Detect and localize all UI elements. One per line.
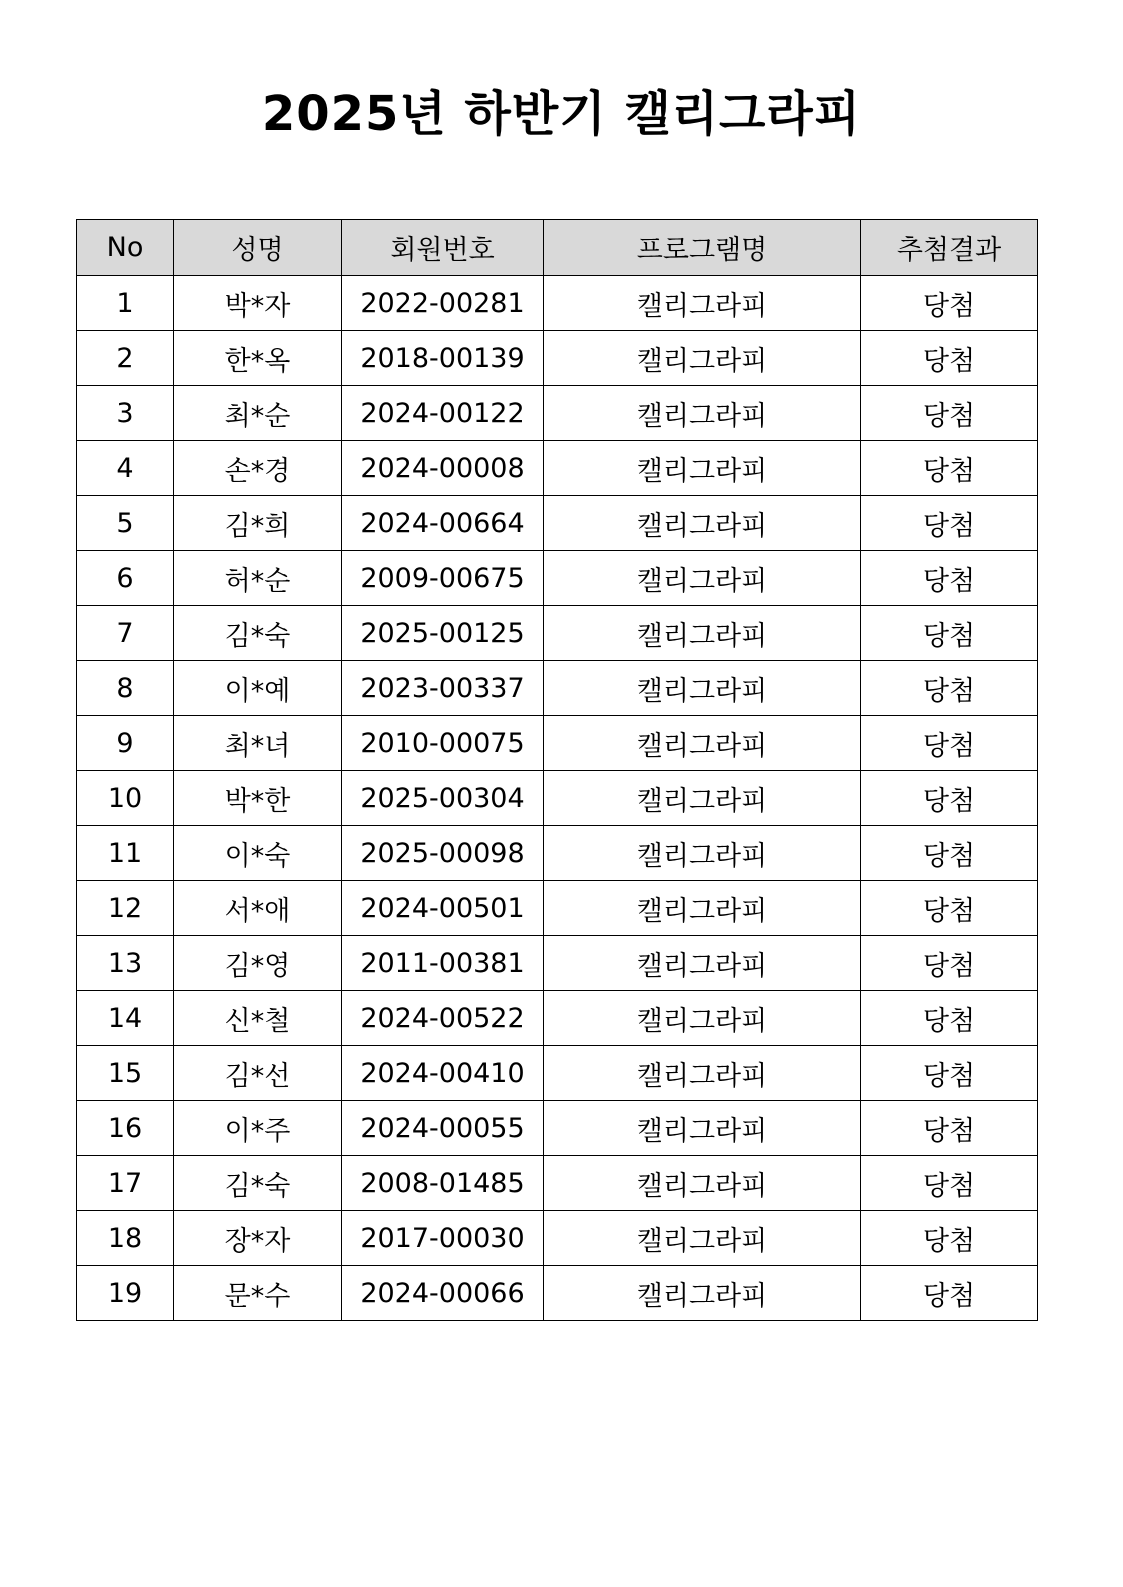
cell-result: 당첨: [861, 1211, 1038, 1266]
cell-result: 당첨: [861, 716, 1038, 771]
cell-member-id: 2024-00522: [342, 991, 544, 1046]
cell-name: 김*영: [174, 936, 342, 991]
cell-no: 11: [77, 826, 174, 881]
cell-result: 당첨: [861, 771, 1038, 826]
cell-member-id: 2025-00098: [342, 826, 544, 881]
cell-member-id: 2008-01485: [342, 1156, 544, 1211]
cell-result: 당첨: [861, 881, 1038, 936]
cell-program: 캘리그라피: [544, 716, 861, 771]
page-title: 2025년 하반기 캘리그라피: [261, 86, 862, 142]
cell-program: 캘리그라피: [544, 496, 861, 551]
cell-name: 장*자: [174, 1211, 342, 1266]
cell-program: 캘리그라피: [544, 1156, 861, 1211]
cell-member-id: 2011-00381: [342, 936, 544, 991]
table-row: [77, 881, 1038, 936]
cell-member-id: 2025-00304: [342, 771, 544, 826]
results-table: [76, 219, 1038, 1321]
cell-program: 캘리그라피: [544, 1211, 861, 1266]
cell-result: 당첨: [861, 606, 1038, 661]
cell-no: 3: [77, 386, 174, 441]
table-row: [77, 1101, 1038, 1156]
cell-result: 당첨: [861, 936, 1038, 991]
cell-member-id: 2024-00066: [342, 1266, 544, 1321]
cell-no: 8: [77, 661, 174, 716]
header-no: No: [77, 220, 174, 276]
cell-program: 캘리그라피: [544, 551, 861, 606]
cell-member-id: 2018-00139: [342, 331, 544, 386]
cell-no: 19: [77, 1266, 174, 1321]
cell-no: 5: [77, 496, 174, 551]
cell-name: 서*애: [174, 881, 342, 936]
cell-no: 2: [77, 331, 174, 386]
cell-name: 최*순: [174, 386, 342, 441]
cell-name: 김*숙: [174, 606, 342, 661]
cell-no: 17: [77, 1156, 174, 1211]
table-row: [77, 1211, 1038, 1266]
cell-name: 문*수: [174, 1266, 342, 1321]
cell-name: 이*주: [174, 1101, 342, 1156]
cell-member-id: 2024-00501: [342, 881, 544, 936]
cell-member-id: 2017-00030: [342, 1211, 544, 1266]
table-row: [77, 936, 1038, 991]
cell-member-id: 2023-00337: [342, 661, 544, 716]
header-result: 추첨결과: [861, 220, 1038, 276]
table-row: [77, 496, 1038, 551]
cell-name: 박*자: [174, 276, 342, 331]
cell-name: 손*경: [174, 441, 342, 496]
cell-result: 당첨: [861, 331, 1038, 386]
cell-program: 캘리그라피: [544, 331, 861, 386]
table-row: [77, 1156, 1038, 1211]
cell-result: 당첨: [861, 1156, 1038, 1211]
cell-no: 10: [77, 771, 174, 826]
cell-result: 당첨: [861, 1266, 1038, 1321]
table-row: [77, 441, 1038, 496]
table-row: [77, 771, 1038, 826]
table-row: [77, 1266, 1038, 1321]
header-name: 성명: [174, 220, 342, 276]
cell-no: 18: [77, 1211, 174, 1266]
cell-no: 7: [77, 606, 174, 661]
cell-no: 4: [77, 441, 174, 496]
cell-program: 캘리그라피: [544, 386, 861, 441]
table-row: [77, 386, 1038, 441]
table-row: [77, 716, 1038, 771]
cell-no: 13: [77, 936, 174, 991]
cell-program: 캘리그라피: [544, 991, 861, 1046]
cell-member-id: 2010-00075: [342, 716, 544, 771]
cell-name: 김*숙: [174, 1156, 342, 1211]
table-row: [77, 826, 1038, 881]
cell-no: 16: [77, 1101, 174, 1156]
cell-member-id: 2025-00125: [342, 606, 544, 661]
cell-program: 캘리그라피: [544, 771, 861, 826]
cell-program: 캘리그라피: [544, 826, 861, 881]
cell-name: 허*순: [174, 551, 342, 606]
header-row: [77, 220, 1038, 276]
cell-name: 이*숙: [174, 826, 342, 881]
cell-result: 당첨: [861, 386, 1038, 441]
header-program: 프로그램명: [544, 220, 861, 276]
cell-member-id: 2024-00055: [342, 1101, 544, 1156]
cell-name: 김*희: [174, 496, 342, 551]
cell-no: 1: [77, 276, 174, 331]
table-row: [77, 1046, 1038, 1101]
table-row: [77, 991, 1038, 1046]
cell-name: 신*철: [174, 991, 342, 1046]
cell-result: 당첨: [861, 661, 1038, 716]
table-row: [77, 661, 1038, 716]
cell-program: 캘리그라피: [544, 276, 861, 331]
table-header: [77, 220, 1038, 276]
cell-name: 박*한: [174, 771, 342, 826]
cell-member-id: 2024-00410: [342, 1046, 544, 1101]
cell-result: 당첨: [861, 551, 1038, 606]
cell-result: 당첨: [861, 496, 1038, 551]
cell-name: 김*선: [174, 1046, 342, 1101]
cell-program: 캘리그라피: [544, 881, 861, 936]
cell-no: 9: [77, 716, 174, 771]
cell-result: 당첨: [861, 826, 1038, 881]
cell-program: 캘리그라피: [544, 1101, 861, 1156]
table-row: [77, 276, 1038, 331]
cell-program: 캘리그라피: [544, 1266, 861, 1321]
cell-result: 당첨: [861, 1101, 1038, 1156]
cell-member-id: 2009-00675: [342, 551, 544, 606]
cell-program: 캘리그라피: [544, 661, 861, 716]
cell-no: 12: [77, 881, 174, 936]
cell-no: 14: [77, 991, 174, 1046]
cell-result: 당첨: [861, 991, 1038, 1046]
header-member-id: 회원번호: [342, 220, 544, 276]
cell-name: 이*예: [174, 661, 342, 716]
cell-member-id: 2024-00664: [342, 496, 544, 551]
table-body: [77, 276, 1038, 1321]
cell-member-id: 2024-00122: [342, 386, 544, 441]
cell-result: 당첨: [861, 441, 1038, 496]
cell-result: 당첨: [861, 276, 1038, 331]
cell-result: 당첨: [861, 1046, 1038, 1101]
cell-program: 캘리그라피: [544, 606, 861, 661]
cell-name: 최*녀: [174, 716, 342, 771]
table-row: [77, 551, 1038, 606]
cell-program: 캘리그라피: [544, 936, 861, 991]
cell-member-id: 2024-00008: [342, 441, 544, 496]
cell-program: 캘리그라피: [544, 1046, 861, 1101]
cell-member-id: 2022-00281: [342, 276, 544, 331]
cell-no: 6: [77, 551, 174, 606]
table-row: [77, 606, 1038, 661]
cell-no: 15: [77, 1046, 174, 1101]
cell-program: 캘리그라피: [544, 441, 861, 496]
table-row: [77, 331, 1038, 386]
cell-name: 한*옥: [174, 331, 342, 386]
